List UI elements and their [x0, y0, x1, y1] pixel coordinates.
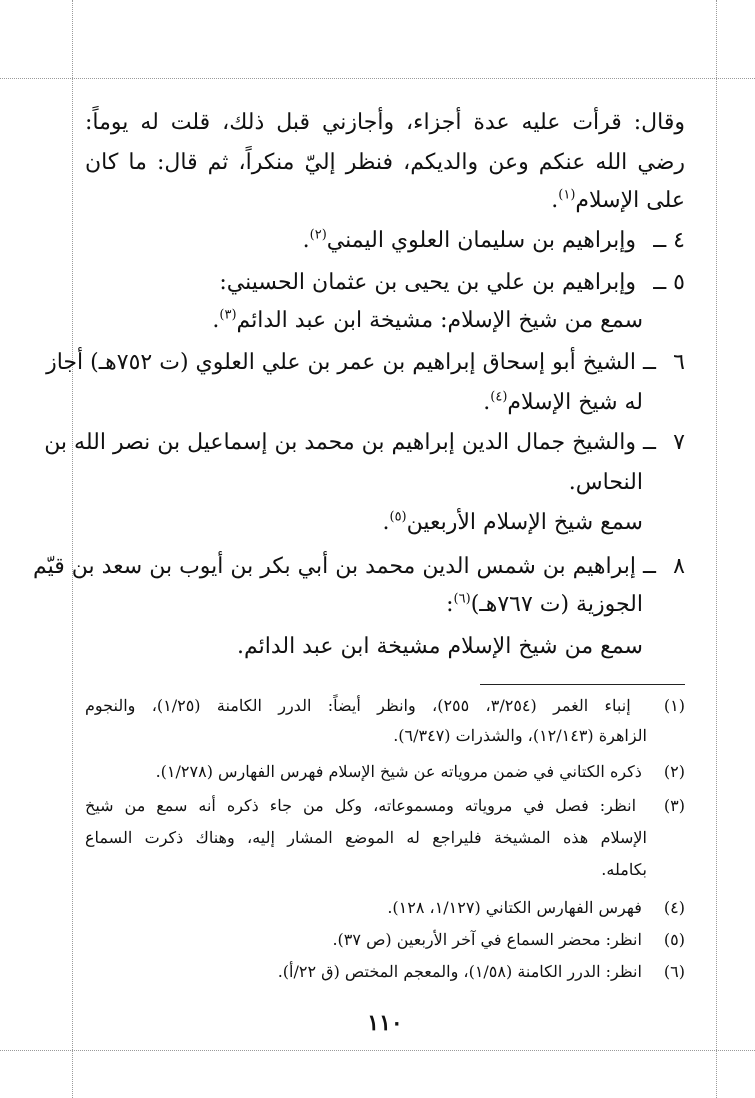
footnote-ref: (٦)	[453, 591, 471, 607]
footnote: بكامله.	[601, 860, 647, 879]
footnote-ref: (٥)	[389, 509, 407, 525]
footnote: الإسلام هذه المشيخة فليراجع له الموضع المشار إليه، وهناك ذكرت السماع	[85, 828, 648, 847]
entry-item: ٤ ــ وإبراهيم بن سليمان العلوي اليمني$^{(٢)}$.	[85, 226, 685, 256]
footnote-ref: (٤)	[490, 389, 508, 405]
entry-item: ٧ ــ والشيخ جمال الدين إبراهيم بن محمد بن إسماعيل بن نصر الله بن	[85, 428, 685, 458]
footnote: (٦) انظر: الدرر الكامنة (١/٥٨)، والمعجم المختص (ق ٢٢/أ).	[85, 960, 685, 984]
footnote: (٣) انظر: فصل في مروياته ومسموعاته، وكل من جاء ذكره أنه سمع من شيخ	[85, 794, 685, 818]
footnote: (٢) ذكره الكتاني في ضمن مروياته عن شيخ الإسلام فهرس الفهارس (١/٢٧٨).	[85, 760, 685, 784]
footnote-separator	[480, 684, 685, 685]
entry-number: ٦ ــ	[643, 350, 685, 375]
footnote-number: (١)	[663, 696, 686, 715]
body-line: سمع من شيخ الإسلام مشيخة ابن عبد الدائم.	[236, 634, 643, 659]
footnote-number: (٦)	[663, 962, 685, 981]
body-line: سمع شيخ الإسلام الأربعين$^{(٥)}$.	[382, 509, 643, 535]
footnote: (١) إنباء الغمر (٣/٢٥٤، ٢٥٥)، وانظر أيضاً: الدرر الكامنة (١/٢٥)، والنجوم	[85, 694, 685, 718]
footnote-ref: (٢)	[309, 227, 327, 243]
entry-item: ٦ ــ الشيخ أبو إسحاق إبراهيم بن عمر بن علي العلوي (ت ٧٥٢هـ) أجاز	[85, 348, 685, 378]
body-line: على الإسلام$^{(١)}$.	[551, 187, 685, 213]
entry-item: ٨ ــ إبراهيم بن شمس الدين محمد بن أبي بكر بن أيوب بن سعد بن قيّم	[85, 552, 685, 582]
entry-item: ٥ ــ وإبراهيم بن علي بن يحيى بن عثمان الحسيني:	[85, 268, 685, 298]
entry-number: ٨ ــ	[643, 554, 685, 579]
body-line: النحاس.	[568, 470, 643, 495]
entry-number: ٥ ــ	[653, 270, 685, 295]
footnote-ref: (١)	[558, 187, 576, 203]
footnote: (٤) فهرس الفهارس الكتاني (١/١٢٧، ١٢٨).	[85, 896, 685, 920]
footnote: الزاهرة (١٢/١٤٣)، والشذرات (٦/٣٤٧).	[393, 726, 647, 745]
entry-number: ٤ ــ	[653, 228, 685, 253]
body-line: سمع من شيخ الإسلام: مشيخة ابن عبد الدائم$^{(٣)}$.	[212, 307, 643, 333]
footnote-ref: (٣)	[219, 307, 237, 323]
footnote-number: (٥)	[663, 930, 685, 949]
footnote: (٥) انظر: محضر السماع في آخر الأربعين (ص ٣٧).	[85, 928, 685, 952]
page-number: ١١٠	[367, 1010, 403, 1036]
footnote-number: (٣)	[663, 796, 685, 815]
scan-guide-right	[716, 0, 717, 1098]
body-line: وقال: قرأت عليه عدة أجزاء، وأجازني قبل ذلك، قلت له يوماً:	[85, 110, 685, 135]
scan-guide-left	[72, 0, 73, 1098]
entry-number: ٧ ــ	[643, 430, 685, 455]
footnote-number: (٢)	[663, 762, 685, 781]
body-line: رضي الله عنكم وعن والديكم، فنظر إليّ منكراً، ثم قال: ما كان	[85, 150, 685, 175]
footnote-number: (٤)	[663, 898, 685, 917]
body-line: الجوزية (ت ٧٦٧هـ)$^{(٦)}$:	[446, 591, 643, 617]
body-line: له شيخ الإسلام$^{(٤)}$.	[483, 389, 643, 415]
page-content	[32, 0, 686, 1098]
